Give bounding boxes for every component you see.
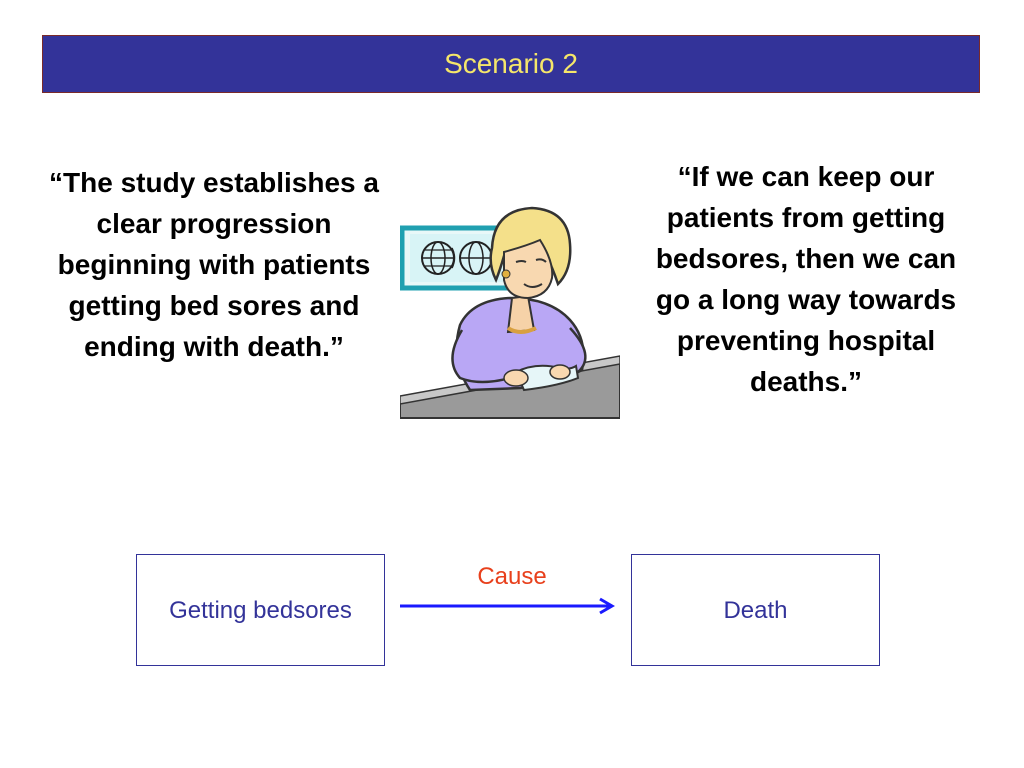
effect-box — [631, 554, 880, 666]
page-title: Scenario 2 — [444, 48, 578, 79]
cause-box-label: Getting bedsores — [169, 596, 352, 624]
cause-box — [136, 554, 385, 666]
effect-box-label: Death — [723, 596, 788, 624]
quote-right: “If we can keep our patients from getting bedsores, then we can go a long way towards preventing hospital deaths.” — [655, 161, 957, 397]
cause-arrow — [400, 596, 620, 616]
woman-reading-at-desk-icon — [400, 200, 620, 420]
cause-arrow-label: Cause — [477, 563, 547, 590]
quote-left: “The study establishes a clear progression beginning with patients getting bed sores and ending with death.” — [49, 167, 379, 362]
title-bar — [42, 35, 980, 93]
